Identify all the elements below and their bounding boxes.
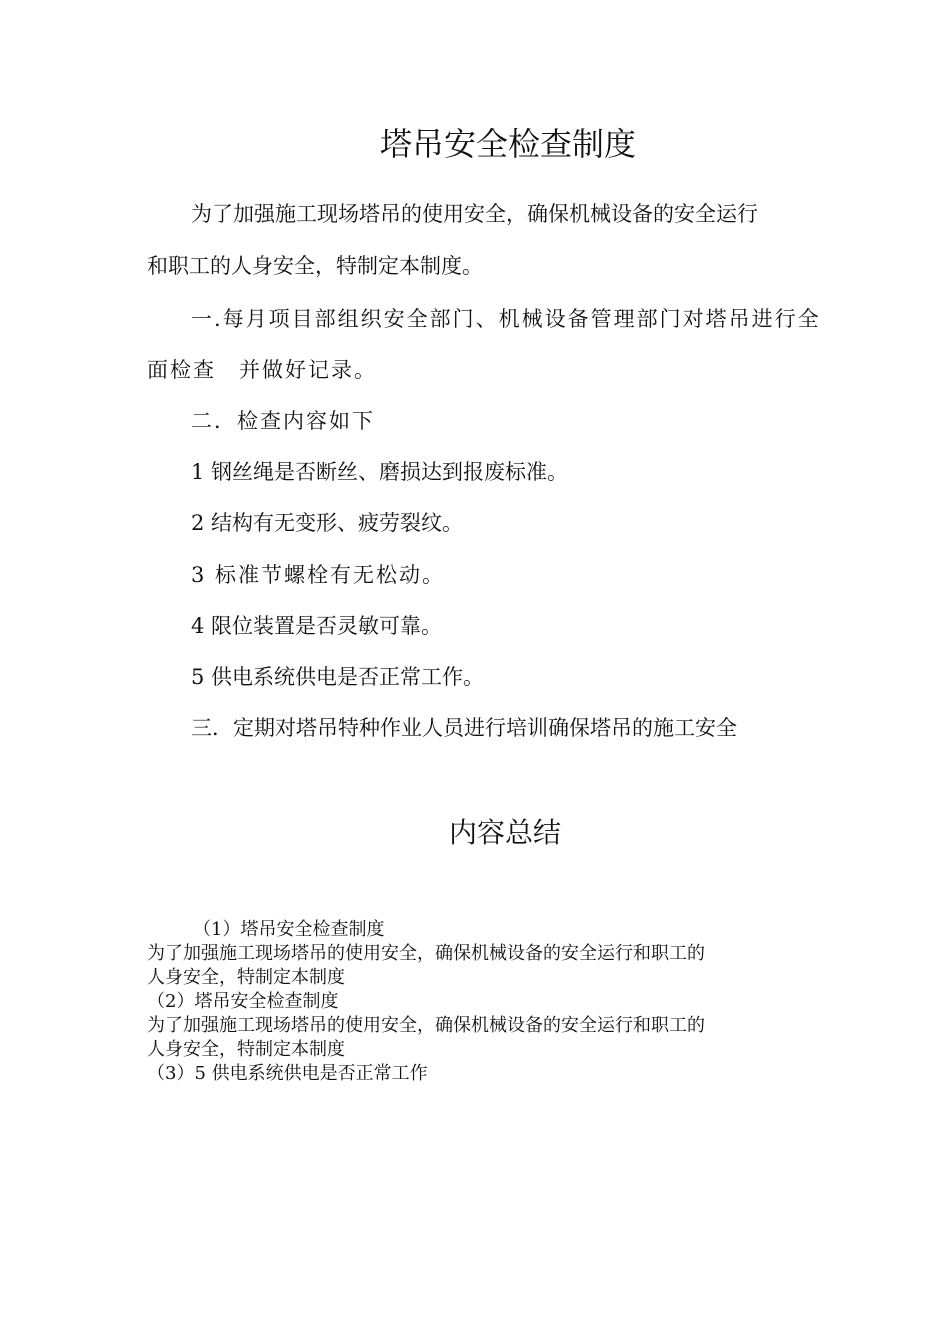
section-3: 三．定期对塔吊特种作业人员进行培训确保塔吊的施工安全 — [191, 716, 737, 740]
summary-line-2: 为了加强施工现场塔吊的使用安全，确保机械设备的安全运行和职工的 — [147, 943, 705, 964]
section-1-line-1: 一.每月项目部组织安全部门、机械设备管理部门对塔吊进行全 — [191, 307, 821, 331]
summary-line-7: （3）5 供电系统供电是否正常工作 — [147, 1063, 428, 1084]
summary-line-1: （1）塔吊安全检查制度 — [193, 919, 385, 940]
check-item-5: 5 供电系统供电是否正常工作。 — [191, 665, 485, 689]
summary-title: 内容总结 — [448, 816, 561, 849]
document-title: 塔吊安全检查制度 — [379, 125, 636, 163]
intro-line-2: 和职工的人身安全，特制定本制度。 — [147, 254, 483, 278]
check-item-2: 2 结构有无变形、疲劳裂纹。 — [191, 511, 464, 535]
section-1-line-2: 面检查 并做好记录。 — [147, 358, 377, 382]
summary-line-4: （2）塔吊安全检查制度 — [147, 991, 339, 1012]
summary-line-5: 为了加强施工现场塔吊的使用安全，确保机械设备的安全运行和职工的 — [147, 1015, 705, 1036]
check-item-3: 3 标准节螺栓有无松动。 — [191, 563, 446, 587]
summary-line-6: 人身安全，特制定本制度 — [147, 1039, 345, 1060]
section-2-heading: 二．检查内容如下 — [191, 409, 375, 433]
check-item-1: 1 钢丝绳是否断丝、磨损达到报废标准。 — [191, 460, 569, 484]
check-item-4: 4 限位装置是否灵敏可靠。 — [191, 614, 443, 638]
intro-line-1: 为了加强施工现场塔吊的使用安全，确保机械设备的安全运行 — [191, 202, 758, 226]
summary-line-3: 人身安全，特制定本制度 — [147, 967, 345, 988]
